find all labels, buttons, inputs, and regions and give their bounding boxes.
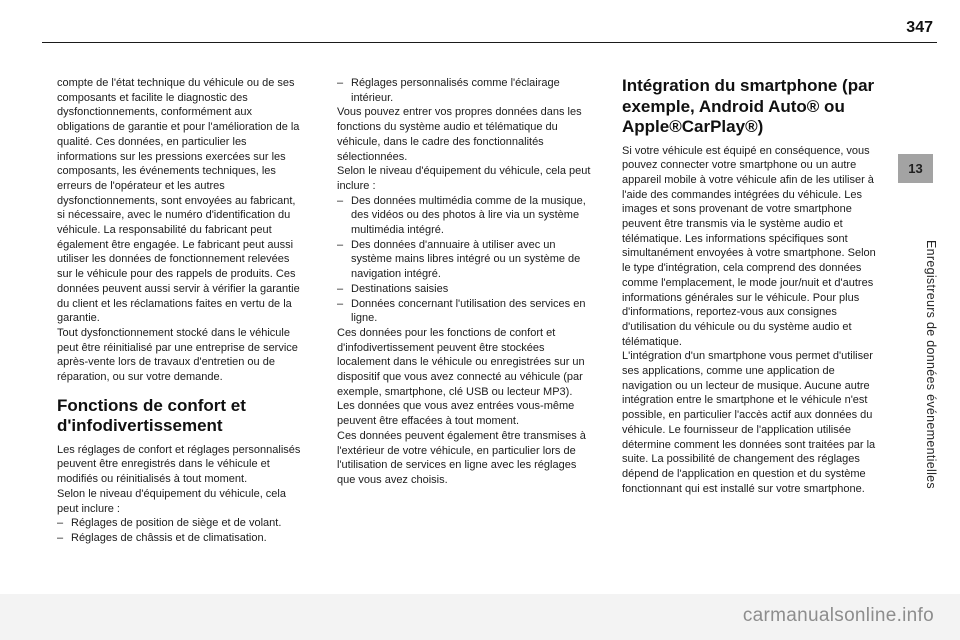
chapter-tab: 13 (898, 154, 933, 183)
paragraph: Ces données pour les fonctions de confort et d'infodivertissement peuvent être stockées localement dans le véhicule ou enregistrées sur un dispositif que vous avez connecté au véhicule (par exemple, smartphone, clé USB ou lecteur MP3). Les données que vous avez entrées vous-même peuvent être effacées à tout moment. (337, 326, 585, 428)
list-item-text: Destinations saisies (351, 282, 449, 295)
paragraph: Selon le niveau d'équipement du véhicule, cela peut inclure : (337, 165, 591, 192)
list-item-text: Données concernant l'utilisation des services en ligne. (351, 297, 586, 325)
paragraph: compte de l'état technique du véhicule ou de ses composants et facilite le diagnostic des dysfonctionnements, conformément aux obligations de garantie et pour l'amélioration de la qualité. Ces données, en particulier les informations sur les pressions exercées sur les composants, les événements techniques, les erreurs de l'opérateur et les autres dysfonctionnements, sont envoyées au fabricant, si nécessaire, avec le numéro d'identification du véhicule. La responsabilité du fabricant peut également être engagée. Le fabricant peut aussi utiliser les données de fonctionnement relevées sur le véhicule pour des rappels de produits. Ces données peuvent aussi servir à vérifier la garantie du client et les réclamations faites en vertu de la garantie. (57, 77, 300, 325)
list-dash: – (57, 517, 64, 530)
text-column-3 (622, 76, 882, 496)
list-item (337, 194, 591, 238)
section-heading: Fonctions de confort et d'infodivertissement (57, 395, 246, 436)
list-item (337, 297, 591, 326)
list-item (337, 238, 591, 282)
paragraph: L'intégration d'un smartphone vous permet d'utiliser ses applications, comme une application de navigation ou un lecteur de musique. Aucune autre intégration entre le smartphone et le véhicule n'est possible, en particulier l'accès actif aux données du véhicule. Le fournisseur de l'application utilisée détermine comment les données sont traitées par la suite. La possibilité de changement des réglages dépend de l'application en question et du système fonctionnant qui est installé sur votre smartphone. (622, 350, 876, 495)
list-item (337, 76, 591, 105)
header-divider (42, 42, 937, 43)
paragraph: Vous pouvez entrer vos propres données dans les fonctions du système audio et télématique du véhicule, dans le cadre des fonctionnalités sélectionnées. (337, 106, 582, 163)
list-item (337, 282, 591, 297)
list-dash: – (337, 238, 344, 251)
page-number: 347 (906, 19, 933, 36)
list-item-text: Des données d'annuaire à utiliser avec un système mains libres intégré ou un système de navigation intégré. (351, 238, 581, 281)
section-heading: Intégration du smartphone (par exemple, Android Auto® ou Apple®CarPlay®) (622, 76, 875, 136)
list-item-text: Réglages de position de siège et de volant. (71, 517, 282, 530)
list-dash: – (337, 194, 344, 207)
list-item-text: Réglages personnalisés comme l'éclairage intérieur. (351, 77, 560, 104)
text-column-1 (57, 76, 305, 546)
list-dash: – (337, 77, 344, 89)
paragraph: Tout dysfonctionnement stocké dans le véhicule peut être réinitialisé par une entreprise de service après-vente lors de travaux d'entretien ou de réparation, ou sur votre demande. (57, 326, 298, 384)
list-dash: – (57, 531, 64, 544)
paragraph: Ces données peuvent également être transmises à l'extérieur de votre véhicule, en particulier lors de l'utilisation de services en ligne avec les réglages que vous avez choisis. (337, 429, 586, 486)
list-dash: – (337, 282, 344, 295)
watermark: carmanualsonline.info (742, 605, 934, 626)
list-dash: – (337, 297, 344, 310)
text-column-2 (337, 76, 591, 488)
paragraph: Selon le niveau d'équipement du véhicule, cela peut inclure : (57, 487, 286, 515)
paragraph: Si votre véhicule est équipé en conséquence, vous pouvez connecter votre smartphone ou un autre appareil mobile à votre véhicule afin de les utiliser à l'aide des commandes intégrées du véhicule. Les images et sons provenant de votre smartphone peuvent être transmis via le système audio et télématique. Les informations spécifiques sont simultanément envoyées à votre smartphone. Selon le type d'intégration, cela comprend des données comme l'emplacement, le mode jour/nuit et d'autres informations générales sur le véhicule. Pour plus d'informations, reportez-vous aux consignes d'utilisation du véhicule ou du système audio et télématique. (622, 144, 876, 348)
list-item (57, 516, 305, 531)
list-item-text: Des données multimédia comme de la musique, des vidéos ou des photos à lire via un système multimédia intégré. (351, 194, 586, 237)
list-item-text: Réglages de châssis et de climatisation. (71, 531, 267, 544)
chapter-sidebar-label: Enregistreurs de données événementielles (924, 240, 938, 489)
list-item (57, 531, 305, 546)
paragraph: Les réglages de confort et réglages personnalisés peuvent être enregistrés dans le véhicule et modifiés ou réinitialisés à tout moment. (57, 443, 301, 486)
